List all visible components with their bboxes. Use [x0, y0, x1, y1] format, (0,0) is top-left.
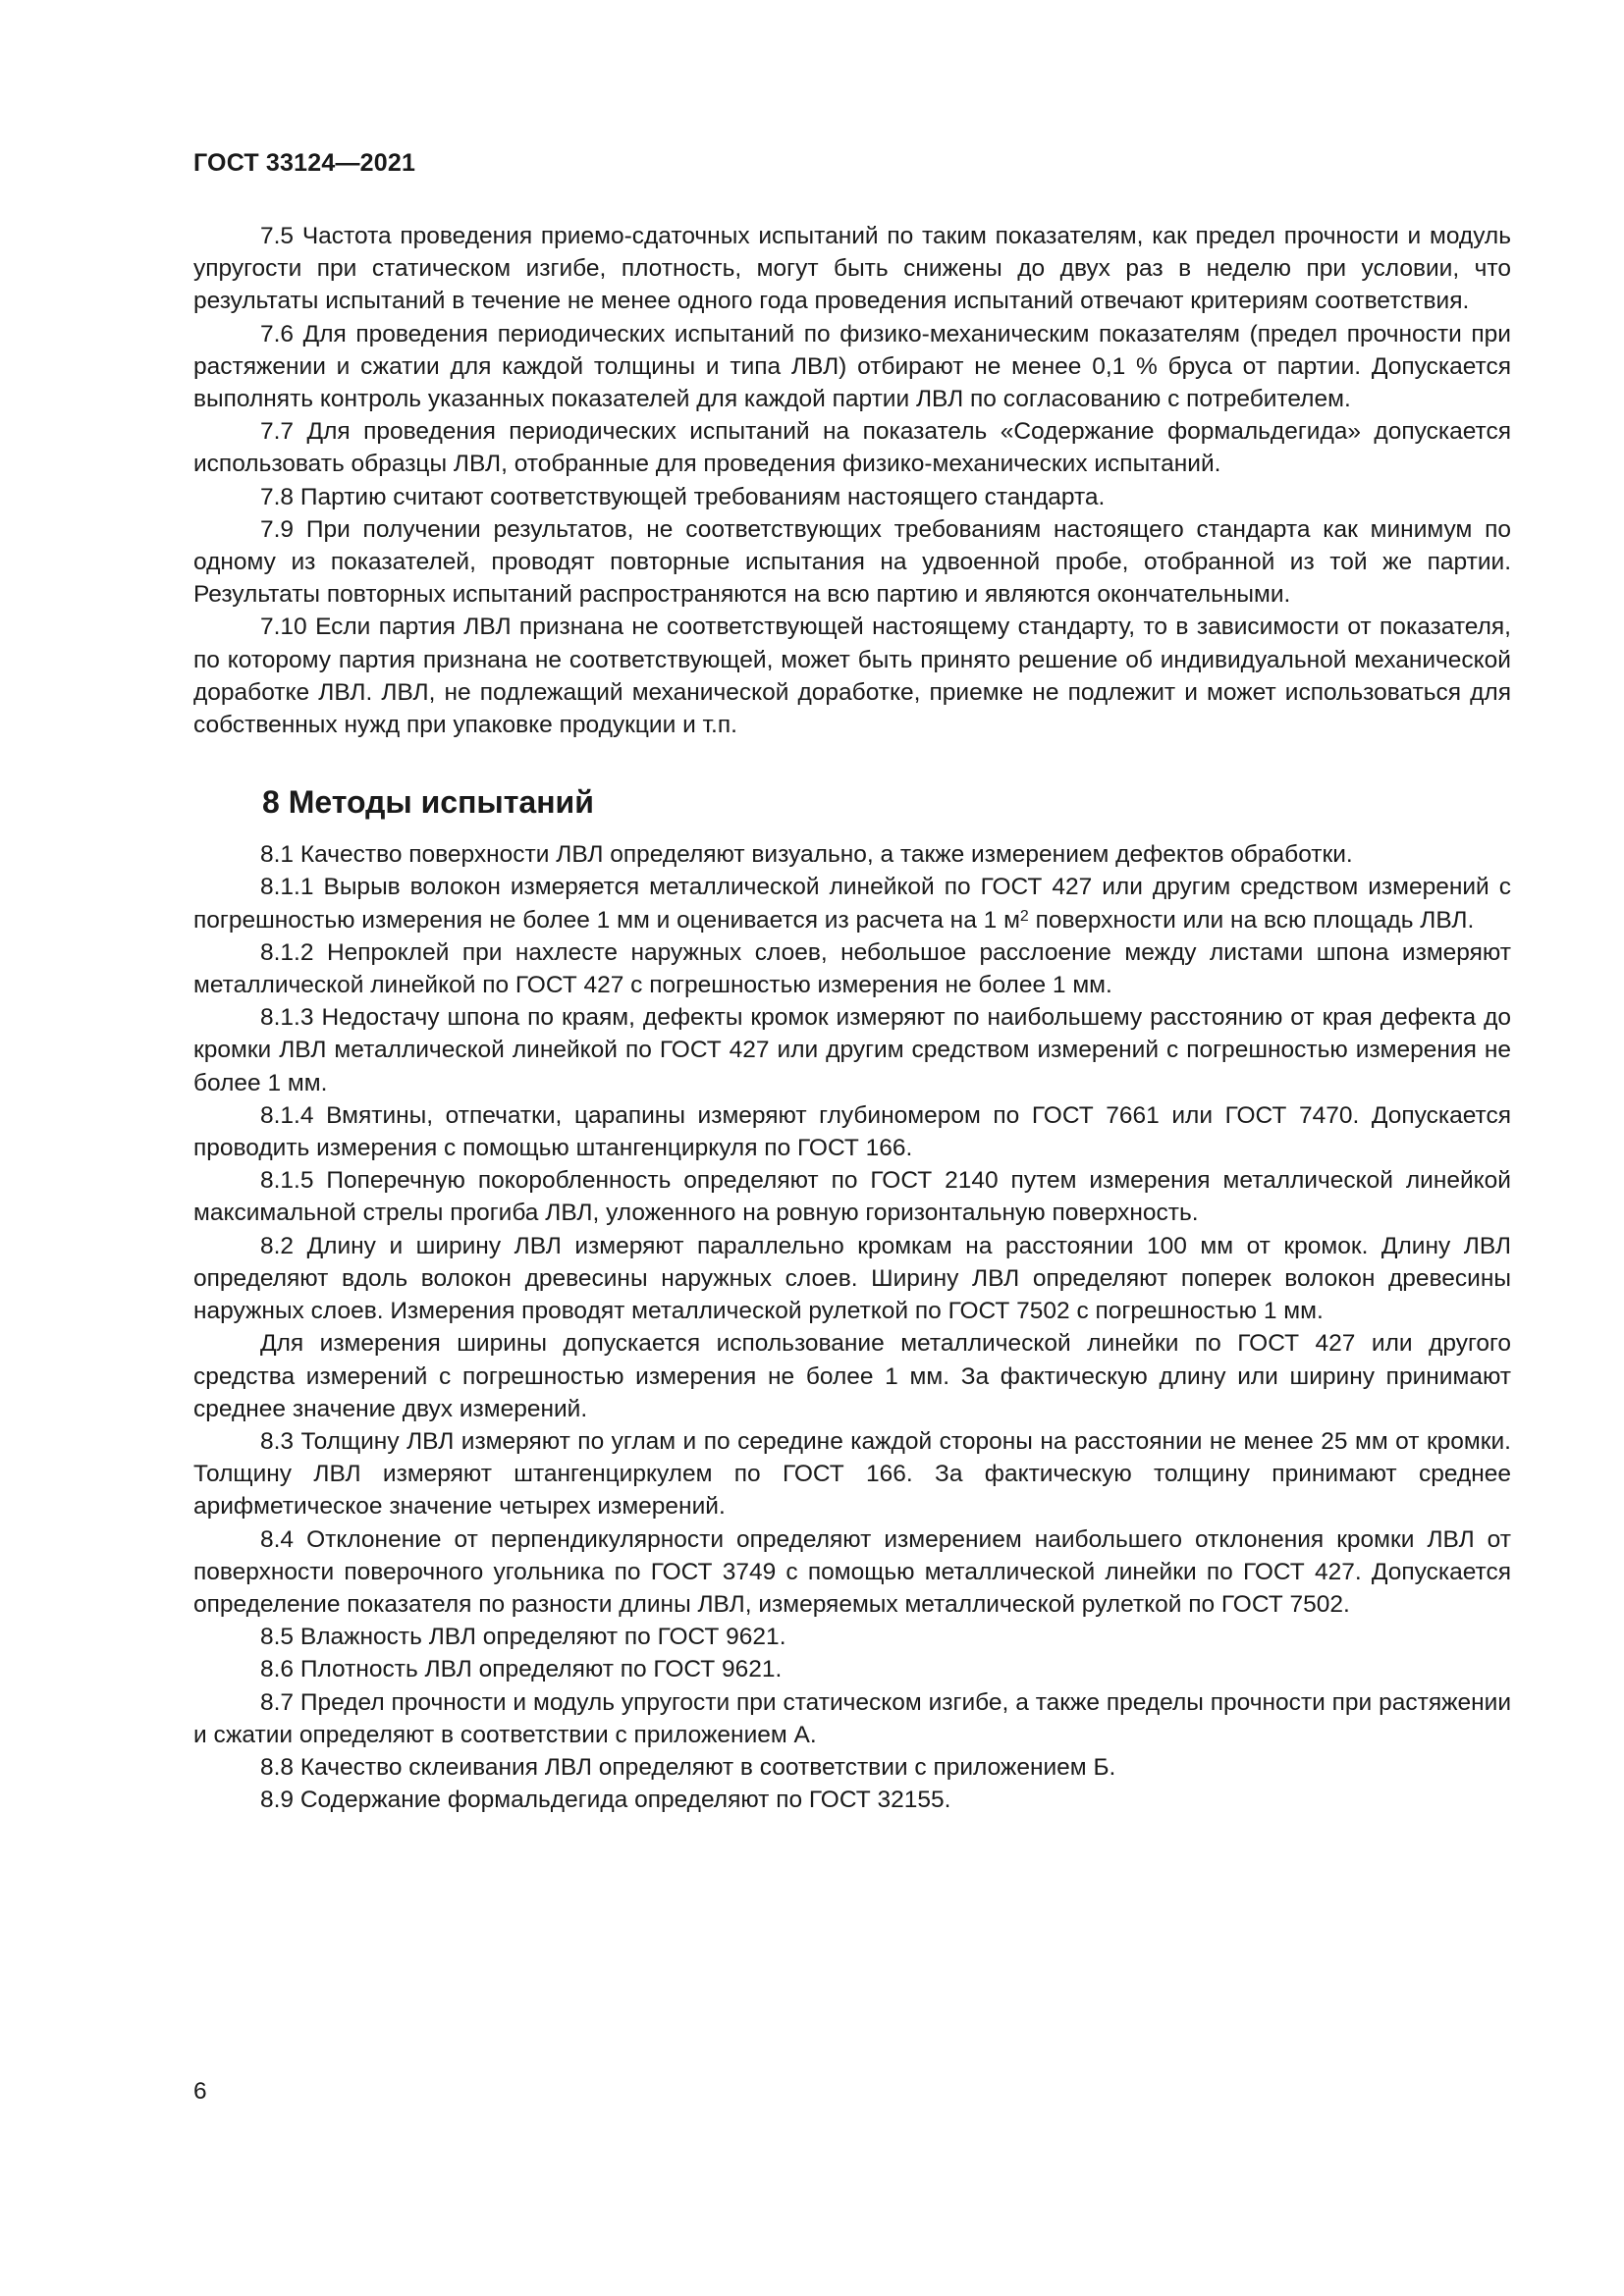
paragraph-8-9: 8.9 Содержание формальдегида определяют по ГОСТ 32155.	[260, 1787, 951, 1814]
paragraph-7-7: 7.7 Для проведения периодических испытаний на показатель «Содержание формальдегида» допускается использовать образцы ЛВЛ, отобранные для проведения физико-механических испытаний.	[193, 418, 1511, 478]
square-meter-superscript: 2	[1019, 907, 1029, 925]
paragraph-7-10: 7.10 Если партия ЛВЛ признана не соответствующей настоящему стандарту, то в зависимости от показателя, по которому партия признана не соответствующей, может быть принято решение об индивидуальной механической доработке ЛВЛ. ЛВЛ, не подлежащий механической доработке, приемке не подлежит и может использоваться для собственных нужд при упаковке продукции и т.п.	[193, 614, 1511, 739]
paragraph-7-6: 7.6 Для проведения периодических испытаний по физико-механическим показателям (предел прочности при растяжении и сжатии для каждой толщины и типа ЛВЛ) отбирают не менее 0,1 % бруса от партии. Допускается выполнять контроль указанных показателей для каждой партии ЛВЛ по согласованию с потребителем.	[193, 320, 1511, 413]
paragraph-8-6: 8.6 Плотность ЛВЛ определяют по ГОСТ 9621.	[260, 1656, 783, 1683]
paragraph-8-1: 8.1 Качество поверхности ЛВЛ определяют визуально, а также измерением дефектов обработки.	[260, 841, 1353, 869]
paragraph-8-1-1	[193, 871, 1511, 935]
paragraph-8-1-1-text-a: 8.1.1 Вырыв волокон измеряется металлической линейкой по ГОСТ 427 или другим средством измерений с погрешностью измерения не более 1 мм и оценивается из расчета на 1 м	[193, 874, 1511, 934]
paragraph-8-1-4: 8.1.4 Вмятины, отпечатки, царапины измеряют глубиномером по ГОСТ 7661 или ГОСТ 7470. Допускается проводить измерения с помощью штангенциркуля по ГОСТ 166.	[193, 1101, 1511, 1162]
paragraph-8-3: 8.3 Толщину ЛВЛ измеряют по углам и по середине каждой стороны на расстоянии не менее 25 мм от кромки. Толщину ЛВЛ измеряют штангенциркулем по ГОСТ 166. За фактическую толщину принимают среднее арифметическое значение четырех измерений.	[193, 1427, 1511, 1521]
paragraph-8-8: 8.8 Качество склеивания ЛВЛ определяют в соответствии с приложением Б.	[260, 1753, 1116, 1781]
paragraph-8-2-continued: Для измерения ширины допускается использование металлической линейки по ГОСТ 427 или другого средства измерений с погрешностью измерения не более 1 мм. За фактическую длину или ширину принимают среднее значение двух измерений.	[193, 1330, 1511, 1422]
document-body	[193, 220, 1511, 1816]
paragraph-8-4: 8.4 Отклонение от перпендикулярности определяют измерением наибольшего отклонения кромки ЛВЛ от поверхности поверочного угольника по ГОСТ 3749 с помощью металлической линейки по ГОСТ 427. Допускается определение показателя по разности длины ЛВЛ, измеряемых металлической рулеткой по ГОСТ 7502.	[193, 1525, 1511, 1618]
paragraph-7-9: 7.9 При получении результатов, не соответствующих требованиям настоящего стандарта как минимум по одному из показателей, проводят повторные испытания на удвоенной пробе, отобранной из той же партии. Результаты повторных испытаний распространяются на всю партию и являются окончательными.	[193, 515, 1511, 609]
paragraph-7-5: 7.5 Частота проведения приемо-сдаточных испытаний по таким показателям, как предел прочности и модуль упругости при статическом изгибе, плотность, могут быть снижены до двух раз в неделю при условии, что результаты испытаний в течение не менее одного года проведения испытаний отвечают критериям соответствия.	[193, 223, 1511, 315]
paragraph-7-8: 7.8 Партию считают соответствующей требованиям настоящего стандарта.	[260, 483, 1106, 510]
paragraph-8-5: 8.5 Влажность ЛВЛ определяют по ГОСТ 9621.	[260, 1624, 786, 1651]
paragraph-8-1-3: 8.1.3 Недостачу шпона по краям, дефекты кромок измеряют по наибольшему расстоянию от края дефекта до кромки ЛВЛ металлической линейкой по ГОСТ 427 или другим средством измерений с погрешностью измерения не более 1 мм.	[193, 1004, 1511, 1096]
paragraph-8-1-2: 8.1.2 Непроклей при нахлесте наружных слоев, небольшое расслоение между листами шпона измеряют металлической линейкой по ГОСТ 427 с погрешностью измерения не более 1 мм.	[193, 938, 1511, 999]
paragraph-8-1-1-text-b: поверхности или на всю площадь ЛВЛ.	[1028, 906, 1475, 934]
document-code-header: ГОСТ 33124—2021	[193, 149, 416, 177]
paragraph-8-2: 8.2 Длину и ширину ЛВЛ измеряют параллельно кромкам на расстоянии 100 мм от кромок. Длину ЛВЛ определяют вдоль волокон древесины наружных слоев. Ширину ЛВЛ определяют поперек волокон древесины наружных слоев. Измерения проводят металлической рулеткой по ГОСТ 7502 с погрешностью 1 мм.	[193, 1232, 1511, 1325]
section-8-heading: 8 Методы испытаний	[262, 784, 594, 821]
page-number: 6	[193, 2078, 207, 2105]
paragraph-8-7: 8.7 Предел прочности и модуль упругости при статическом изгибе, а также пределы прочности при растяжении и сжатии определяют в соответствии с приложением А.	[193, 1688, 1511, 1748]
paragraph-8-1-5: 8.1.5 Поперечную покоробленность определяют по ГОСТ 2140 путем измерения металлической линейкой максимальной стрелы прогиба ЛВЛ, уложенного на ровную горизонтальную поверхность.	[193, 1167, 1511, 1227]
